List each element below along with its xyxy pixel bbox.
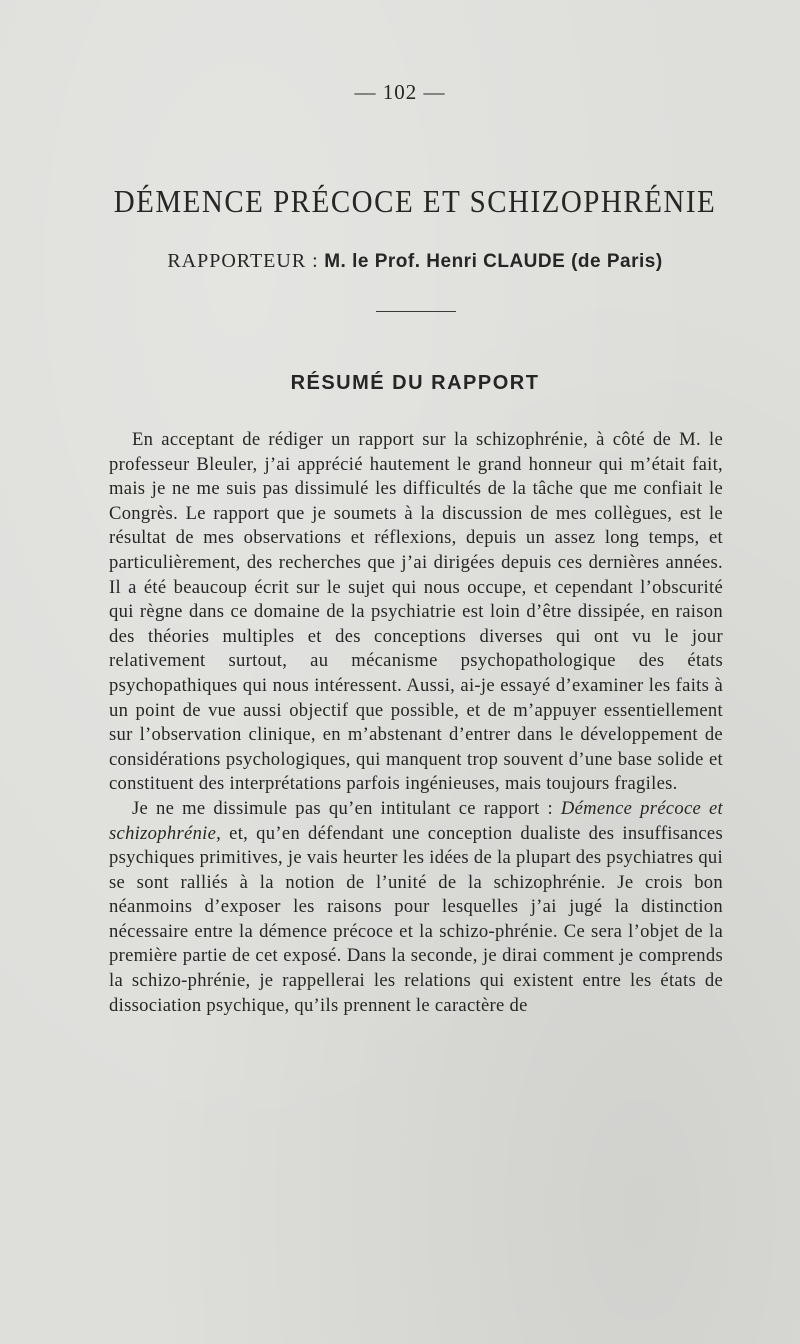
rapporteur-line — [0, 250, 800, 273]
paragraph-2-italic-title: Démence précoce et schizophrénie, — [109, 797, 723, 844]
chapter-title: DÉMENCE PRÉCOCE ET SCHIZOPHRÉNIE — [113, 184, 717, 220]
rapporteur-name: M. le Prof. Henri CLAUDE (de Paris) — [324, 251, 663, 272]
body-text — [109, 428, 723, 1018]
rapporteur-label: RAPPORTEUR : — [167, 250, 319, 272]
paragraph-2 — [109, 797, 723, 1018]
paragraph-2-rest: et, qu’en défendant une conception dualiste des insuffisances psychiques primitives, je vais heurter les idées de la plupart des psychiatres qui se sont ralliés à la notion de l’unité de la schizophrénie. Je crois bon néanmoins d’exposer les raisons pour lesquelles j’ai jugé la distinction nécessaire entre la démence précoce et la schizo-phrénie. Ce sera l’objet de la première partie de cet exposé. Dans la seconde, je dirai comment je comprends la schizo-phrénie, je rappellerai les relations qui existent entre les états de dissociation psychique, qu’ils prennent le caractère de — [109, 822, 723, 1016]
section-heading: RÉSUMÉ DU RAPPORT — [290, 372, 540, 394]
paragraph-2-lead: Je ne me dissimule pas qu’en intitulant ce rapport : — [132, 797, 561, 819]
page-number: — 102 — — [354, 80, 446, 104]
title-divider — [376, 311, 456, 312]
paragraph-1: En acceptant de rédiger un rapport sur la schizophrénie, à côté de M. le professeur Bleuler, j’ai apprécié hautement le grand honneur qui m’était fait, mais je ne me suis pas dissimulé les difficultés de la tâche que me confiait le Congrès. Le rapport que je soumets à la discussion de mes collègues, est le résultat de mes observations et réflexions, depuis un assez long temps, et particulièrement, des recherches que j’ai dirigées depuis ces dernières années. Il a été beaucoup écrit sur le sujet qui nous occupe, et cependant l’obscurité qui règne dans ce domaine de la psychiatrie est loin d’être dissipée, en raison des théories multiples et des conceptions diverses qui ont vu le jour relativement surtout, au mécanisme psychopathologique des états psychopathiques qui nous intéressent. Aussi, ai-je essayé d’examiner les faits à un point de vue aussi objectif que possible, et de m’appuyer essentiellement sur l’observation clinique, en m’abstenant d’entrer dans le développement de considérations psychologiques, qui manquent trop souvent d’une base solide et constituent des interprétations parfois ingénieuses, mais toujours fragiles. — [109, 429, 723, 795]
